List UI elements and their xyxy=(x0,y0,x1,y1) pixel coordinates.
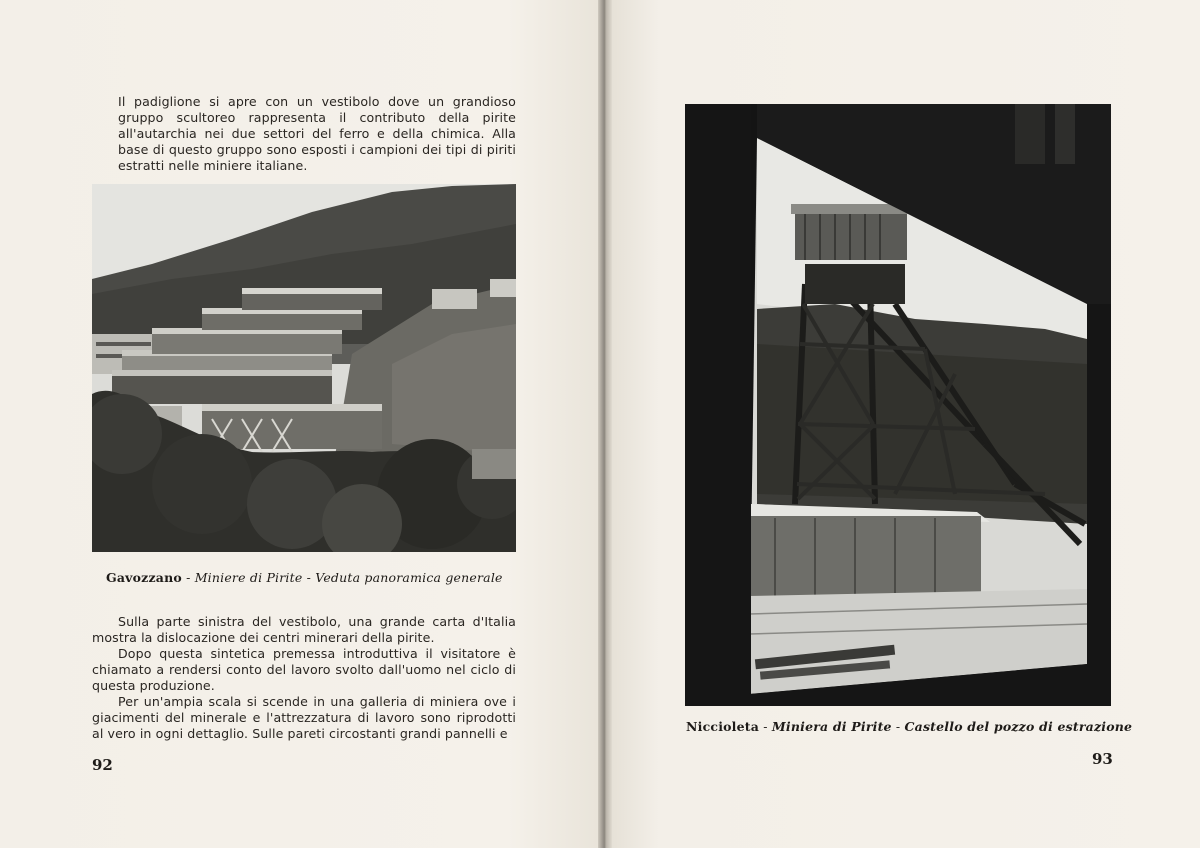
premise-paragraph: Dopo questa sintetica premessa introduttiva il visitatore è chiamato a rendersi conto del lavoro svolto dall'uomo nel ciclo di questa produzione. xyxy=(92,646,516,693)
book-gutter xyxy=(598,0,612,848)
intro-paragraph: Il padiglione si apre con un vestibolo dove un grandioso gruppo scultoreo rappresenta il contributo della pirite all'autarchia nei due settori del ferro e della chimica. Alla base di questo gruppo sono esposti i campioni dei tipi di piriti estratti nelle miniere italiane. xyxy=(118,94,516,173)
panorama-photo-caption: Gavozzano - Miniere di Pirite - Veduta panoramica generale xyxy=(106,570,503,585)
page-number-right: 93 xyxy=(1092,750,1113,768)
headframe-photo-caption: Niccioleta - Miniera di Pirite - Castello del pozzo di estrazione xyxy=(686,719,1133,734)
gallery-paragraph: Per un'ampia scala si scende in una galleria di miniera ove i giacimenti del minerale e l'attrezzatura di lavoro sono riprodotti al vero in ogni dettaglio. Sulle pareti circostanti grandi pannelli e xyxy=(92,694,516,741)
left-page xyxy=(0,0,598,848)
page-number-left: 92 xyxy=(92,756,113,774)
mine-headframe-photo xyxy=(685,104,1111,706)
map-paragraph: Sulla parte sinistra del vestibolo, una grande carta d'Italia mostra la dislocazione dei centri minerari della pirite. xyxy=(92,614,516,645)
mine-panorama-photo xyxy=(92,184,516,552)
right-page xyxy=(612,0,1200,848)
